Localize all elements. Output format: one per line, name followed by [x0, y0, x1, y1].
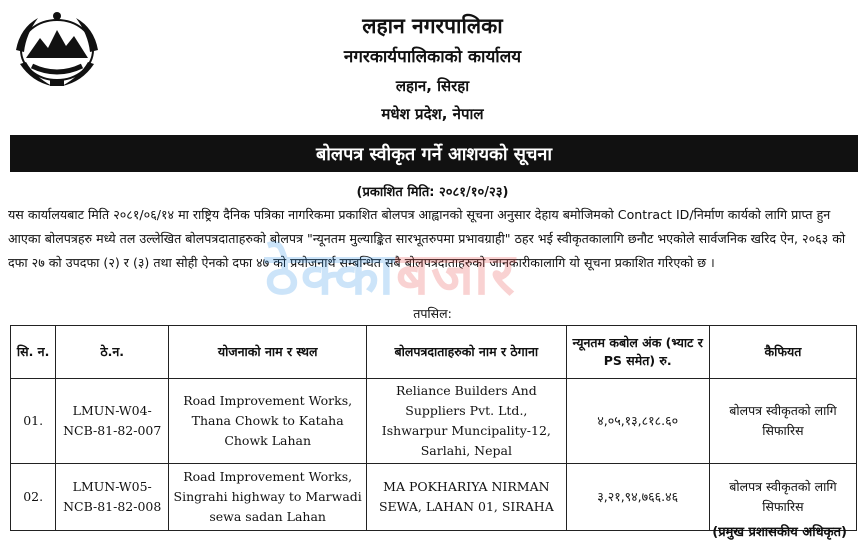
- table-row: [11, 379, 857, 464]
- header-bid-amount: न्यूनतम कबोल अंक (भ्याट र PS समेत) रु.: [566, 326, 709, 379]
- province-country: मधेश प्रदेश, नेपाल: [381, 105, 484, 123]
- watermark-part-2: बजार: [395, 240, 517, 308]
- header-bidder-name: बोलपत्रदाताहरुको नाम र ठेगाना: [367, 326, 566, 379]
- header-remarks: कैफियत: [709, 326, 856, 379]
- cell-bid-amount: ३,२१,९४,७६६.४६: [566, 464, 709, 531]
- cell-bidder-name: Reliance Builders And Suppliers Pvt. Ltd., Ishwarpur Muncipality-12, Sarlahi, Nepal: [367, 379, 566, 464]
- bid-results-table: [10, 325, 857, 531]
- cell-serial-no: 01.: [11, 379, 56, 464]
- cell-remarks: बोलपत्र स्वीकृतको लागि सिफारिस: [709, 464, 856, 531]
- notice-body-paragraph: यस कार्यालयबाट मिति २०८१/०६/१४ मा राष्ट्रिय दैनिक पत्रिका नागरिकमा प्रकाशित बोलपत्र आह्वानको सूचना अनुसार देहाय बमोजिमको Contract ID/निर्माण कार्यको लागि प्राप्त हुन आएका बोलपत्रहरु मध्ये तल उल्लेखित बोलपत्रदाताहरुको बोलपत्र "न्यूनतम मुल्याङ्कित सारभूतरुपमा प्रभावग्राही" ठहर भई स्वीकृतकालागि छनौट भएकोले सार्वजनिक खरिद ऐन, २०६३ को दफा २७ को उपदफा (२) र (३) तथा सोही ऐनको दफा ४७ को प्रयोजनार्थ सम्बन्धित सबै बोलपत्रदाताहरुको जानकारीकालागि यो सूचना प्रकाशित गरिएको छ ।: [8, 207, 846, 270]
- header-project-name: योजनाको नाम र स्थल: [169, 326, 367, 379]
- cell-bidder-name: MA POKHARIYA NIRMAN SEWA, LAHAN 01, SIRAHA: [367, 464, 566, 531]
- cell-project-name: Road Improvement Works, Singrahi highway to Marwadi sewa sadan Lahan: [169, 464, 367, 531]
- office-location: लहान, सिरहा: [395, 77, 470, 95]
- cell-remarks: बोलपत्र स्वीकृतको लागि सिफारिस: [709, 379, 856, 464]
- office-name: नगरकार्यपालिकाको कार्यालय: [343, 47, 522, 67]
- watermark-part-1: ठेक्का: [265, 240, 396, 308]
- cell-bid-amount: ४,०५,१३,८१८.६०: [566, 379, 709, 464]
- published-date: (प्रकाशित मिति: २०८१/१०/२३): [356, 185, 509, 200]
- cell-serial-no: 02.: [11, 464, 56, 531]
- notice-title: बोलपत्र स्वीकृत गर्ने आशयको सूचना: [315, 143, 553, 165]
- cell-contract-no: LMUN-W05-NCB-81-82-008: [56, 464, 169, 531]
- notice-title-banner: [10, 135, 858, 172]
- header-contract-no: ठे.न.: [56, 326, 169, 379]
- table-row: [11, 464, 857, 531]
- header-serial-no: सि. न.: [11, 326, 56, 379]
- municipality-name: लहान नगरपालिका: [362, 14, 503, 38]
- signatory-designation: (प्रमुख प्रशासकीय अधिकृत): [712, 525, 847, 540]
- table-caption: तपसिल:: [413, 306, 452, 321]
- table-header-row: [11, 326, 857, 379]
- cell-contract-no: LMUN-W04-NCB-81-82-007: [56, 379, 169, 464]
- cell-project-name: Road Improvement Works, Thana Chowk to Kataha Chowk Lahan: [169, 379, 367, 464]
